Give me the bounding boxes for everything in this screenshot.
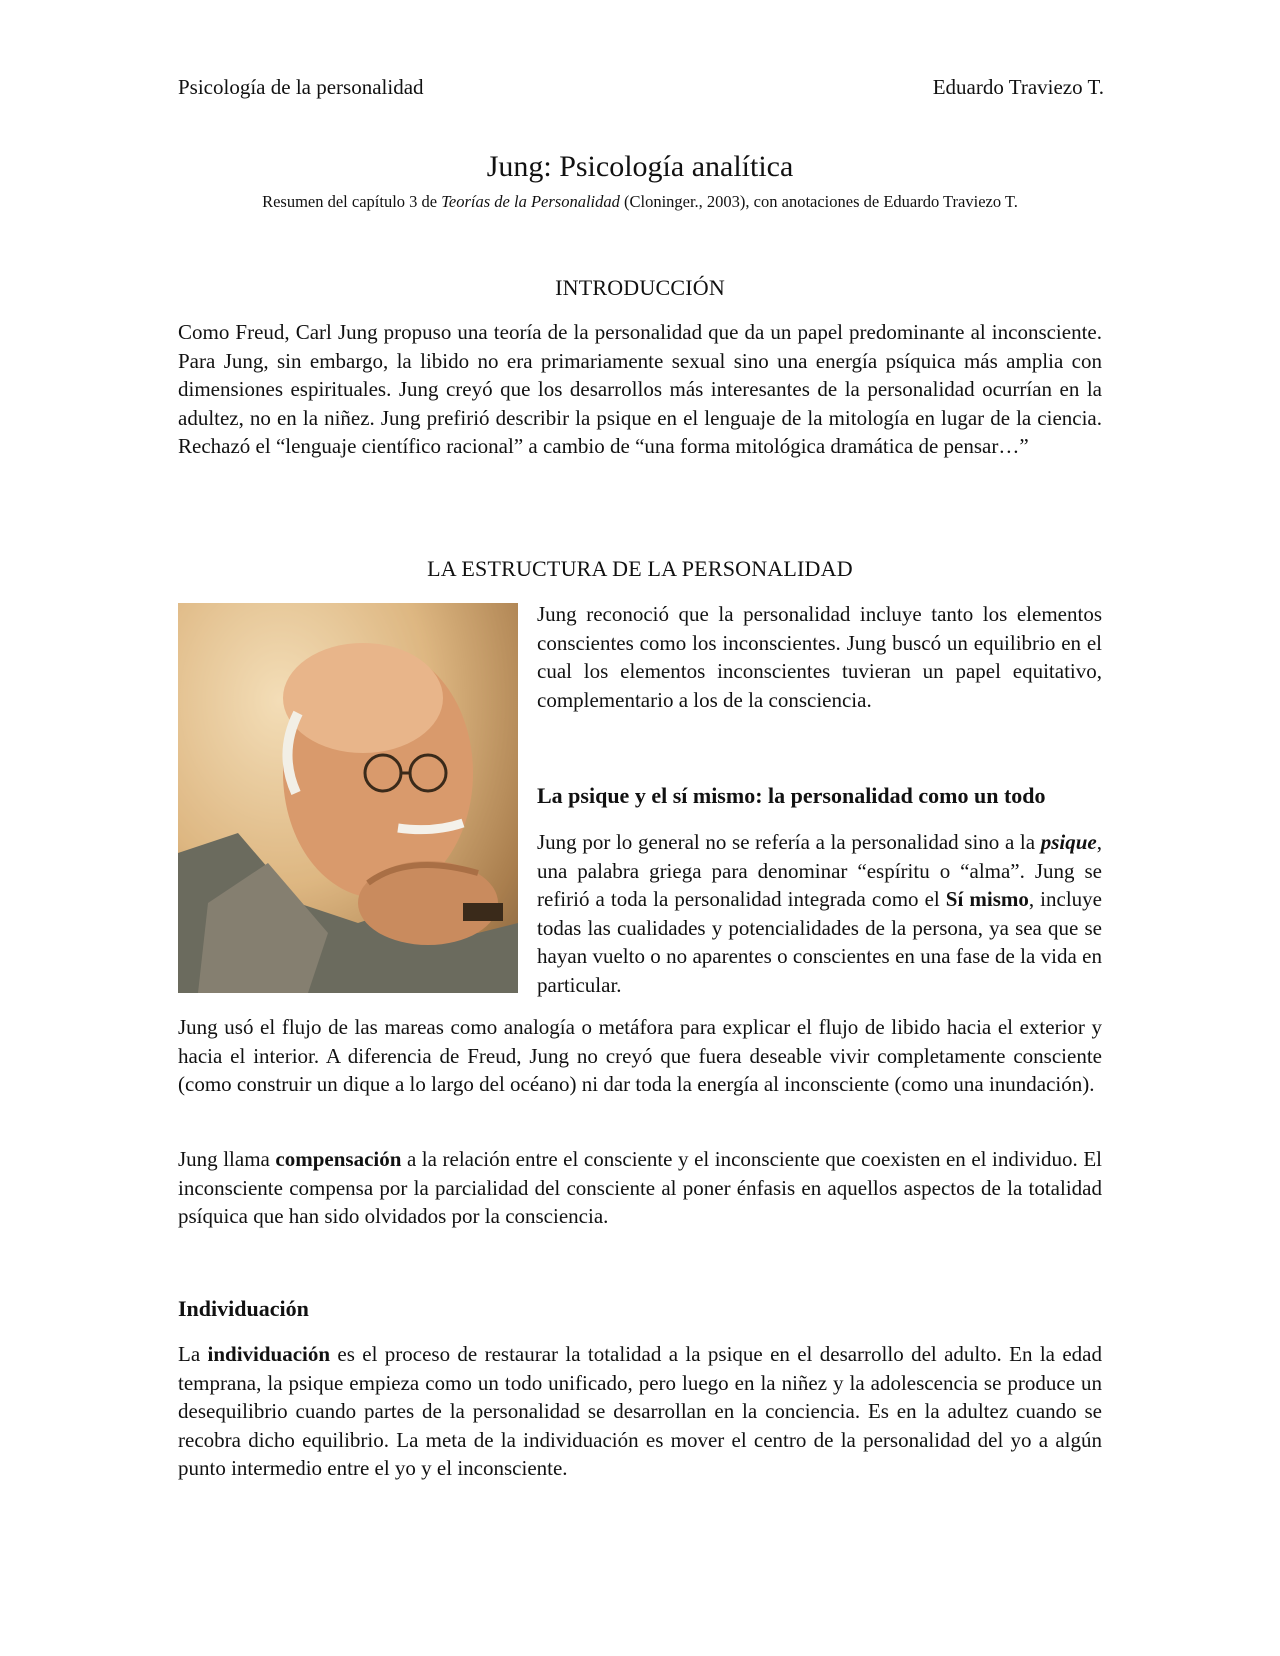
term-psique: psique (1040, 830, 1097, 854)
compensacion-text-a: Jung llama (178, 1147, 276, 1171)
compensacion-text-b: a la relación entre el consciente y el inconsciente que coexisten en el individuo. El inconsciente compensa por la parcialidad del consciente al poner énfasis en aquellos aspectos de la totalidad psíquica que han sido olvidados por la consciencia. (178, 1147, 1102, 1228)
section-heading-estructura: LA ESTRUCTURA DE LA PERSONALIDAD (427, 556, 853, 581)
subheading-psique: La psique y el sí mismo: la personalidad como un todo (537, 783, 1046, 808)
term-si-mismo: Sí mismo (945, 887, 1029, 911)
subheading-individuacion: Individuación (178, 1296, 309, 1321)
jung-portrait-photo (178, 603, 518, 993)
psique-text-a: Jung por lo general no se refería a la personalidad sino a la (537, 830, 1041, 854)
structure-paragraph: Jung reconoció que la personalidad incluye tanto los elementos conscientes como los inconscientes. Jung buscó un equilibrio en el cual los elementos inconscientes tuvieran un papel equitativo, complementario a los de la consciencia. (537, 602, 1102, 712)
psique-text-b: , una palabra griega para denominar “espíritu o “alma”. Jung se refirió a toda la personalidad integrada como el (537, 830, 1102, 911)
subtitle-prefix: Resumen del capítulo 3 de (262, 192, 442, 211)
running-header-left: Psicología de la personalidad (178, 75, 424, 99)
individuacion-text-b: es el proceso de restaurar la totalidad a la psique en el desarrollo del adulto. En la edad temprana, la psique empieza como un todo unificado, pero luego en la niñez y la adolescencia se produce un desequilibrio cuando partes de la personalidad se desarrollan en la conciencia. Es en la adultez cuando se recobra dicho equilibrio. La meta de la individuación es mover el centro de la personalidad del yo a algún punto intermedio entre el yo y el inconsciente. (178, 1342, 1102, 1480)
individuacion-text-a: La (178, 1342, 208, 1366)
mareas-paragraph: Jung usó el flujo de las mareas como analogía o metáfora para explicar el flujo de libido hacia el exterior y hacia el interior. A diferencia de Freud, Jung no creyó que fuera deseable vivir completamente consciente (como construir un dique a lo largo del océano) ni dar toda la energía al inconsciente (como una inundación). (178, 1015, 1102, 1096)
subtitle-book-title: Teorías de la Personalidad (441, 192, 620, 211)
intro-paragraph: Como Freud, Carl Jung propuso una teoría de la personalidad que da un papel predominante al inconsciente. Para Jung, sin embargo, la libido no era primariamente sexual sino una energía psíquica más amplia con dimensiones espirituales. Jung creyó que los desarrollos más interesantes de la personalidad ocurrían en la adultez, no en la niñez. Jung prefirió describir la psique en el lenguaje de la mitología en lugar de la ciencia. Rechazó el “lenguaje científico racional” a cambio de “una forma mitológica dramática de pensar…” (178, 320, 1102, 458)
document-subtitle (0, 192, 1280, 212)
psique-text-c: , incluye todas las cualidades y potencialidades de la persona, ya sea que se hayan vuelto o no aparentes o conscientes en una fase de la vida en particular. (537, 887, 1102, 997)
term-compensacion: compensación (275, 1147, 402, 1171)
running-header-right: Eduardo Traviezo T. (932, 75, 1104, 99)
compensacion-paragraph (178, 1145, 1102, 1231)
section-heading-introduccion: INTRODUCCIÓN (555, 275, 725, 300)
psique-paragraph (537, 828, 1102, 999)
term-individuacion: individuación (207, 1342, 331, 1366)
individuacion-paragraph (178, 1340, 1102, 1483)
document-title: Jung: Psicología analítica (486, 150, 794, 183)
subtitle-suffix: (Cloninger., 2003), con anotaciones de Eduardo Traviezo T. (619, 192, 1018, 211)
